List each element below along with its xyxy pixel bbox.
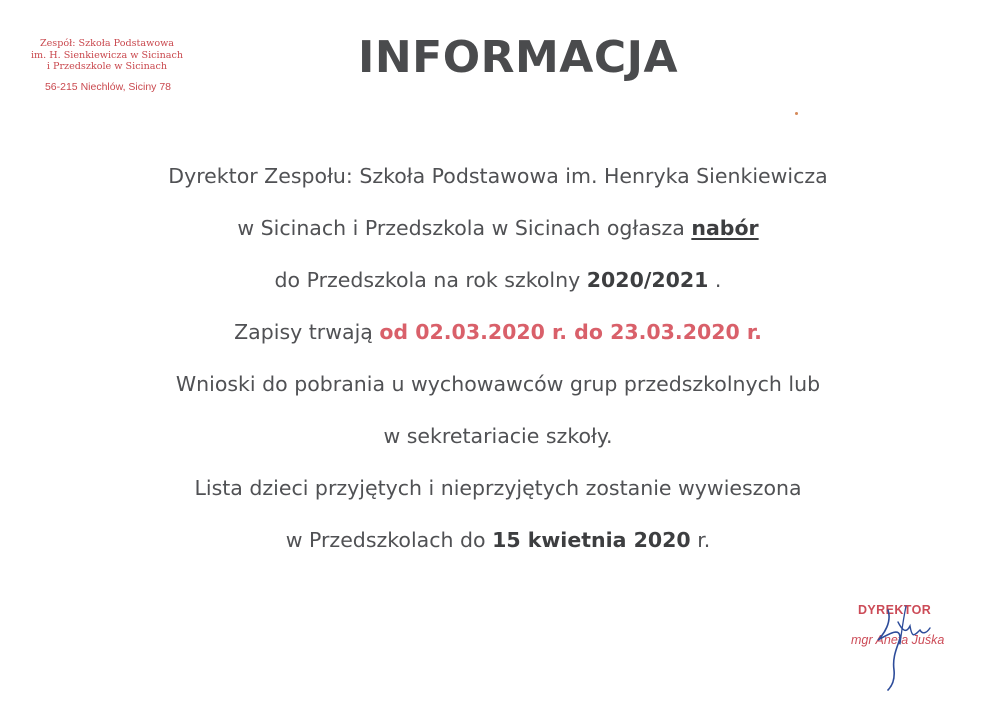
body-line-8-end: r. [690, 528, 711, 552]
list-date: 15 kwietnia 2020 [492, 528, 691, 552]
body-line-5-text: Wnioski do pobrania u wychowawców grup przedszkolnych lub [175, 372, 821, 396]
body-line-7-text: Lista dzieci przyjętych i nieprzyjętych zostanie wywieszona [194, 476, 802, 500]
body-line-3 [0, 262, 996, 314]
body-line-3-end: . [708, 268, 722, 292]
stamp-line-3: i Przedszkole w Sicinach [46, 61, 168, 72]
signature-role: DYREKTOR [858, 603, 932, 617]
body-line-8 [0, 522, 996, 574]
page-title: INFORMACJA [357, 32, 679, 83]
body-line-1 [0, 158, 996, 210]
signature-name: mgr Aneta Juśka [851, 633, 945, 647]
stamp-line-2: im. H. Sienkiewicza w Sicinach [30, 49, 184, 61]
handwritten-signature [840, 600, 970, 692]
school-year: 2020/2021 [586, 268, 709, 292]
paper-speck [795, 112, 798, 115]
body-line-7 [0, 470, 996, 522]
body-line-4 [0, 314, 996, 366]
body-line-2 [0, 210, 996, 262]
body-line-5 [0, 366, 996, 418]
enrollment-dates: od 02.03.2020 r. do 23.03.2020 r. [379, 320, 762, 344]
body-line-3-text: do Przedszkola na rok szkolny [274, 268, 587, 292]
body-line-2-text: w Sicinach i Przedszkola w Sicinach ogłasza [237, 216, 692, 240]
director-signature-block [840, 600, 970, 692]
body-line-6 [0, 418, 996, 470]
announcement-body [0, 158, 996, 574]
enrollment-word: nabór [691, 216, 759, 240]
body-line-1-text: Dyrektor Zespołu: Szkoła Podstawowa im. Henryka Sienkiewicza [168, 164, 828, 188]
body-line-4-text: Zapisy trwają [234, 320, 380, 344]
stamp-address: 56-215 Niechlów, Siciny 78 [44, 80, 172, 93]
body-line-6-text: w sekretariacie szkoły. [383, 424, 613, 448]
body-line-8-text: w Przedszkolach do [285, 528, 493, 552]
stamp-line-1: Zespół: Szkoła Podstawowa [39, 38, 175, 49]
